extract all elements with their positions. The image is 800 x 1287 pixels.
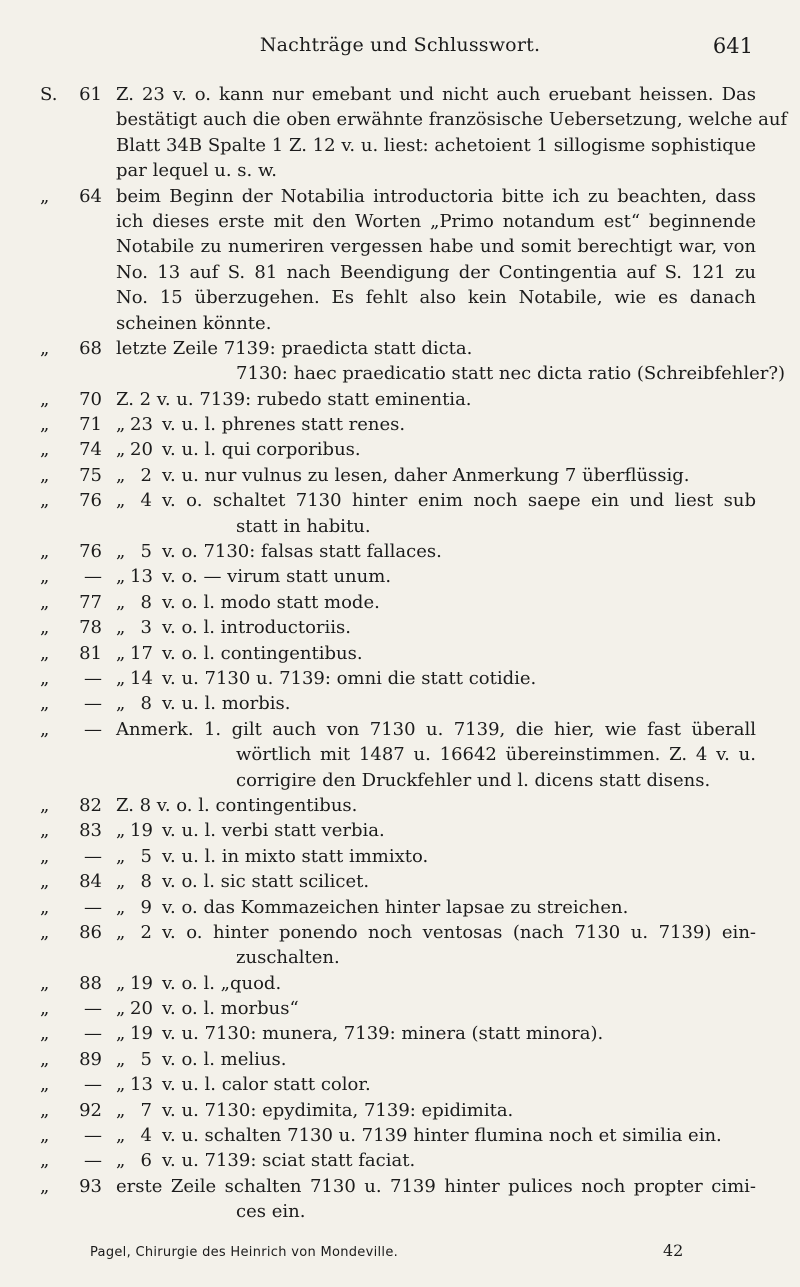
errata-line — [0, 869, 800, 894]
page-reference: 84 — [79, 871, 102, 893]
errata-text: v. o. hinter ponendo noch ventosas (nach 7130 u. 7139) ein- — [162, 921, 756, 943]
errata-line — [0, 717, 800, 742]
ditto-mark: „ — [40, 185, 50, 207]
ditto-mark: „ — [40, 566, 50, 588]
errata-line — [0, 361, 800, 386]
errata-line — [0, 641, 800, 666]
errata-text: Notabile zu numeriren vergessen habe und somit berechtigt war, von — [116, 236, 756, 258]
line-reference: 19 — [130, 1023, 153, 1045]
errata-text: 7130: haec praedicatio statt nec dicta ratio (Schreibfehler?) — [236, 363, 786, 385]
ditto-mark: „ — [116, 490, 126, 512]
ditto-mark: „ — [40, 591, 50, 613]
errata-line — [0, 691, 800, 716]
page-reference: 93 — [79, 1175, 102, 1197]
ditto-mark: „ — [40, 490, 50, 512]
line-reference: 2 — [140, 464, 152, 486]
errata-line — [0, 1047, 800, 1072]
errata-line — [0, 945, 800, 970]
ditto-mark: „ — [40, 1175, 50, 1197]
page-reference: 92 — [79, 1099, 102, 1121]
line-reference: 19 — [130, 972, 153, 994]
page-reference: — — [84, 667, 102, 689]
ditto-mark: „ — [40, 921, 50, 943]
ditto-mark: „ — [116, 617, 126, 639]
ditto-mark: „ — [116, 1150, 126, 1172]
page-reference: 70 — [79, 388, 102, 410]
errata-text: v. u. 7130: epydimita, 7139: epidimita. — [162, 1099, 514, 1121]
ditto-mark: „ — [116, 972, 126, 994]
ditto-mark: S. — [40, 84, 58, 105]
line-reference: 13 — [130, 1074, 153, 1096]
errata-line — [0, 1148, 800, 1173]
errata-text: Z. 8 v. o. l. contingentibus. — [116, 794, 358, 816]
ditto-mark: „ — [116, 998, 126, 1020]
errata-line — [0, 1174, 800, 1199]
errata-line — [0, 107, 800, 132]
page-reference: — — [84, 1074, 102, 1096]
ditto-mark: „ — [40, 794, 50, 816]
errata-text: v. o. l. „quod. — [162, 972, 282, 994]
errata-text: Z. 23 v. o. kann nur emebant und nicht auch eruebant heissen. Das — [116, 84, 756, 105]
ditto-mark: „ — [116, 566, 126, 588]
errata-text: v. u. 7130 u. 7139: omni die statt cotidie. — [162, 667, 537, 689]
errata-line — [0, 768, 800, 793]
errata-text: v. o. l. introductoriis. — [162, 617, 352, 639]
errata-text: ich dieses erste mit den Worten „Primo notandum est“ beginnende — [116, 210, 756, 232]
errata-text: v. o. schaltet 7130 hinter enim noch saepe ein und liest sub — [162, 490, 756, 512]
ditto-mark: „ — [40, 998, 50, 1020]
page-reference: — — [84, 896, 102, 918]
ditto-mark: „ — [40, 1074, 50, 1096]
line-reference: 8 — [140, 693, 152, 715]
errata-line — [0, 818, 800, 843]
errata-text: v. o. l. morbus“ — [162, 998, 299, 1020]
line-reference: 8 — [140, 871, 152, 893]
errata-line — [0, 844, 800, 869]
line-reference: 3 — [140, 617, 152, 639]
errata-line — [0, 82, 800, 107]
errata-line — [0, 184, 800, 209]
errata-text: bestätigt auch die oben erwähnte französische Uebersetzung, welche auf — [116, 109, 788, 131]
ditto-mark: „ — [116, 1125, 126, 1147]
page-reference: 76 — [79, 541, 102, 563]
ditto-mark: „ — [40, 414, 50, 436]
errata-text: par lequel u. s. w. — [116, 160, 277, 182]
errata-line — [0, 311, 800, 336]
ditto-mark: „ — [40, 617, 50, 639]
page-reference: — — [84, 693, 102, 715]
errata-line — [0, 514, 800, 539]
errata-line — [0, 1021, 800, 1046]
ditto-mark: „ — [116, 1048, 126, 1070]
errata-text: letzte Zeile 7139: praedicta statt dicta. — [116, 337, 473, 359]
errata-text: wörtlich mit 1487 u. 16642 übereinstimmen. Z. 4 v. u. — [236, 744, 756, 766]
line-reference: 23 — [130, 414, 153, 436]
page-reference: 89 — [79, 1048, 102, 1070]
errata-line — [0, 260, 800, 285]
line-reference: 8 — [140, 591, 152, 613]
errata-text: v. u. l. calor statt color. — [162, 1074, 371, 1096]
errata-line — [0, 742, 800, 767]
errata-line — [0, 437, 800, 462]
errata-text: v. o. l. contingentibus. — [162, 642, 363, 664]
ditto-mark: „ — [40, 464, 50, 486]
errata-text: v. u. schalten 7130 u. 7139 hinter flumina noch et similia ein. — [162, 1125, 722, 1147]
ditto-mark: „ — [40, 972, 50, 994]
errata-text: v. u. 7139: sciat statt faciat. — [162, 1150, 416, 1172]
page-reference: — — [84, 718, 102, 740]
line-reference: 14 — [130, 667, 153, 689]
errata-line — [0, 1098, 800, 1123]
errata-text: v. u. nur vulnus zu lesen, daher Anmerkung 7 überflüssig. — [162, 464, 690, 486]
line-reference: 17 — [130, 642, 153, 664]
errata-line — [0, 615, 800, 640]
errata-line — [0, 996, 800, 1021]
errata-line — [0, 336, 800, 361]
errata-line — [0, 488, 800, 513]
ditto-mark: „ — [116, 896, 126, 918]
ditto-mark: „ — [40, 541, 50, 563]
errata-text: Anmerk. 1. gilt auch von 7130 u. 7139, die hier, wie fast überall — [116, 718, 756, 740]
page-reference: 82 — [79, 794, 102, 816]
errata-text: erste Zeile schalten 7130 u. 7139 hinter pulices noch propter cimi- — [116, 1175, 756, 1197]
errata-line — [0, 1072, 800, 1097]
errata-line — [0, 564, 800, 589]
running-header-title: Nachträge und Schlusswort. — [259, 34, 541, 56]
page-reference: 78 — [79, 617, 102, 639]
errata-line — [0, 920, 800, 945]
errata-line — [0, 412, 800, 437]
ditto-mark: „ — [116, 464, 126, 486]
line-reference: 13 — [130, 566, 153, 588]
errata-text: beim Beginn der Notabilia introductoria bitte ich zu beachten, dass — [116, 185, 756, 207]
line-reference: 5 — [140, 1048, 152, 1070]
ditto-mark: „ — [40, 718, 50, 740]
ditto-mark: „ — [116, 541, 126, 563]
line-reference: 4 — [140, 1125, 152, 1147]
ditto-mark: „ — [116, 1099, 126, 1121]
errata-text: v. o. l. modo statt mode. — [162, 591, 380, 613]
ditto-mark: „ — [40, 896, 50, 918]
errata-text: v. u. 7130: munera, 7139: minera (statt minora). — [162, 1023, 604, 1045]
ditto-mark: „ — [116, 414, 126, 436]
errata-text: No. 13 auf S. 81 nach Beendigung der Contingentia auf S. 121 zu — [116, 261, 756, 283]
ditto-mark: „ — [116, 439, 126, 461]
page-reference: 68 — [79, 337, 102, 359]
ditto-mark: „ — [116, 845, 126, 867]
errata-text: No. 15 überzugehen. Es fehlt also kein Notabile, wie es danach — [116, 287, 756, 309]
errata-line — [0, 1199, 800, 1224]
line-reference: 9 — [140, 896, 152, 918]
line-reference: 20 — [130, 439, 153, 461]
page-reference: 71 — [79, 414, 102, 436]
line-reference: 6 — [140, 1150, 152, 1172]
errata-text: v. o. — virum statt unum. — [162, 566, 392, 588]
ditto-mark: „ — [40, 1099, 50, 1121]
ditto-mark: „ — [40, 1023, 50, 1045]
ditto-mark: „ — [40, 439, 50, 461]
ditto-mark: „ — [40, 1125, 50, 1147]
errata-line — [0, 158, 800, 183]
errata-line — [0, 590, 800, 615]
errata-text: ces ein. — [236, 1201, 306, 1223]
page-reference: 86 — [79, 921, 102, 943]
ditto-mark: „ — [40, 820, 50, 842]
page-reference: 61 — [79, 84, 102, 105]
errata-text: v. o. 7130: falsas statt fallaces. — [162, 541, 442, 563]
errata-line — [0, 666, 800, 691]
errata-text: v. u. l. in mixto statt immixto. — [162, 845, 429, 867]
page-reference: 64 — [79, 185, 102, 207]
ditto-mark: „ — [116, 642, 126, 664]
page-reference: — — [84, 566, 102, 588]
ditto-mark: „ — [116, 1023, 126, 1045]
errata-line — [0, 971, 800, 996]
errata-text: corrigire den Druckfehler und l. dicens statt disens. — [236, 769, 711, 791]
line-reference: 5 — [140, 541, 152, 563]
errata-text: statt in habitu. — [236, 515, 371, 537]
page-reference: — — [84, 845, 102, 867]
ditto-mark: „ — [40, 1150, 50, 1172]
ditto-mark: „ — [116, 667, 126, 689]
line-reference: 4 — [140, 490, 152, 512]
page-reference: 77 — [79, 591, 102, 613]
line-reference: 2 — [140, 921, 152, 943]
ditto-mark: „ — [40, 337, 50, 359]
ditto-mark: „ — [40, 667, 50, 689]
ditto-mark: „ — [116, 693, 126, 715]
page-reference: 75 — [79, 464, 102, 486]
page-reference: 83 — [79, 820, 102, 842]
line-reference: 7 — [140, 1099, 152, 1121]
page-reference: 76 — [79, 490, 102, 512]
ditto-mark: „ — [40, 845, 50, 867]
errata-line — [0, 209, 800, 234]
errata-text: v. u. l. verbi statt verbia. — [162, 820, 385, 842]
errata-line — [0, 895, 800, 920]
errata-text: scheinen könnte. — [116, 312, 272, 334]
errata-line — [0, 793, 800, 818]
page-reference: — — [84, 1023, 102, 1045]
errata-line — [0, 1123, 800, 1148]
page-reference: 88 — [79, 972, 102, 994]
sheet-number: 42 — [663, 1241, 684, 1260]
line-reference: 5 — [140, 845, 152, 867]
errata-text: v. o. l. melius. — [162, 1048, 287, 1070]
footer-signature: Pagel, Chirurgie des Heinrich von Mondeville. — [90, 1245, 399, 1260]
errata-text: v. u. l. phrenes statt renes. — [162, 414, 406, 436]
errata-text: v. u. l. morbis. — [162, 693, 291, 715]
page-number: 641 — [712, 34, 753, 58]
page-reference: 74 — [79, 439, 102, 461]
page-reference: — — [84, 998, 102, 1020]
ditto-mark: „ — [40, 388, 50, 410]
errata-list — [0, 82, 800, 1225]
errata-line — [0, 234, 800, 259]
errata-line — [0, 285, 800, 310]
errata-text: v. o. das Kommazeichen hinter lapsae zu streichen. — [162, 896, 629, 918]
errata-text: Z. 2 v. u. 7139: rubedo statt eminentia. — [116, 388, 472, 410]
ditto-mark: „ — [116, 871, 126, 893]
errata-line — [0, 133, 800, 158]
page-reference: — — [84, 1150, 102, 1172]
errata-line — [0, 539, 800, 564]
errata-text: v. o. l. sic statt scilicet. — [162, 871, 370, 893]
errata-text: zuschalten. — [236, 947, 340, 969]
ditto-mark: „ — [116, 820, 126, 842]
ditto-mark: „ — [40, 871, 50, 893]
errata-text: Blatt 34B Spalte 1 Z. 12 v. u. liest: achetoient 1 sillogisme sophistique — [116, 134, 756, 156]
errata-line — [0, 463, 800, 488]
ditto-mark: „ — [40, 1048, 50, 1070]
errata-text: v. u. l. qui corporibus. — [162, 439, 361, 461]
ditto-mark: „ — [40, 693, 50, 715]
errata-line — [0, 387, 800, 412]
ditto-mark: „ — [116, 921, 126, 943]
ditto-mark: „ — [116, 1074, 126, 1096]
line-reference: 19 — [130, 820, 153, 842]
line-reference: 20 — [130, 998, 153, 1020]
page-reference: — — [84, 1125, 102, 1147]
ditto-mark: „ — [116, 591, 126, 613]
ditto-mark: „ — [40, 642, 50, 664]
page-reference: 81 — [79, 642, 102, 664]
